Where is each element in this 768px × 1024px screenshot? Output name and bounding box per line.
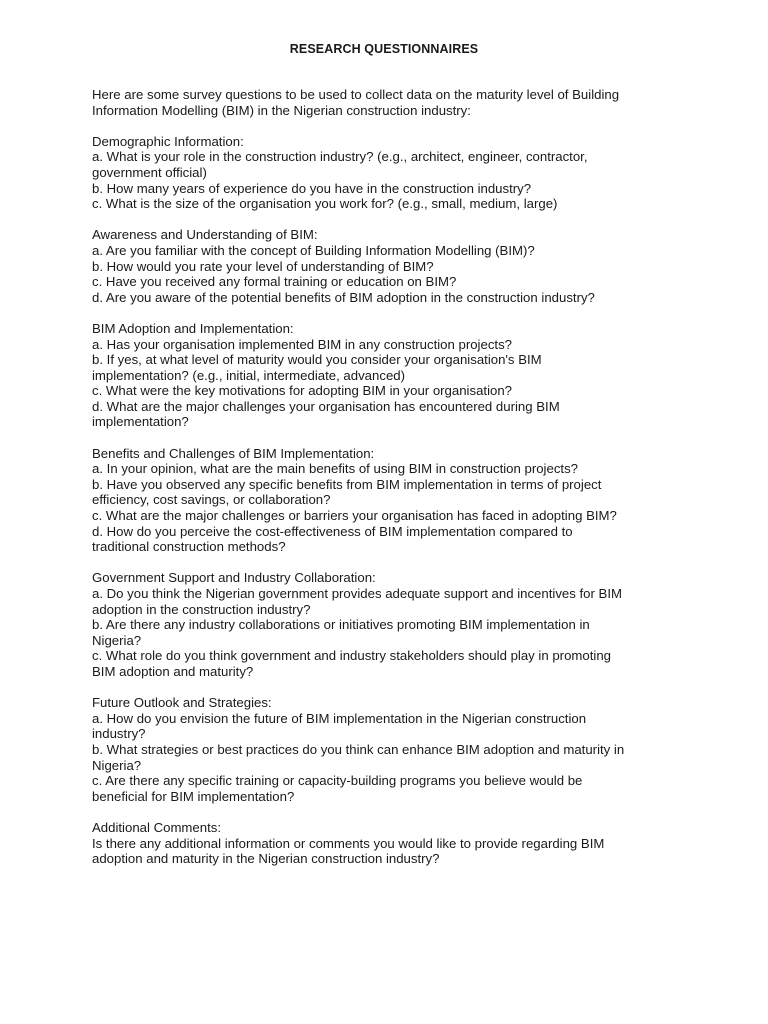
section-heading: Future Outlook and Strategies: bbox=[92, 695, 272, 711]
question-line: c. Are there any specific training or capacity-building programs you believe would be bbox=[92, 773, 583, 789]
question-line: b. How many years of experience do you have in the construction industry? bbox=[92, 180, 532, 196]
question-line: Nigeria? bbox=[92, 757, 142, 773]
intro-paragraph bbox=[92, 87, 682, 118]
section-heading: Benefits and Challenges of BIM Implementation: bbox=[92, 445, 375, 461]
intro-line: Information Modelling (BIM) in the Nigerian construction industry: bbox=[92, 102, 471, 118]
question-line: c. What is the size of the organisation you work for? (e.g., small, medium, large) bbox=[92, 196, 558, 212]
section-government-support bbox=[92, 570, 682, 679]
document-title: RESEARCH QUESTIONNAIRES bbox=[289, 42, 479, 56]
question-line: a. What is your role in the construction industry? (e.g., architect, engineer, contractor, bbox=[92, 149, 588, 165]
section-additional-comments bbox=[92, 820, 682, 867]
question-line: b. Are there any industry collaborations or initiatives promoting BIM implementation in bbox=[92, 617, 590, 633]
intro-line: Here are some survey questions to be used to collect data on the maturity level of Building bbox=[92, 87, 620, 102]
question-line: a. Are you familiar with the concept of Building Information Modelling (BIM)? bbox=[92, 242, 535, 258]
question-line: Nigeria? bbox=[92, 632, 142, 648]
question-line: implementation? bbox=[92, 414, 189, 430]
section-future-outlook bbox=[92, 695, 682, 804]
document-body bbox=[92, 87, 682, 882]
question-line: c. What role do you think government and industry stakeholders should play in promoting bbox=[92, 648, 611, 664]
question-line: d. How do you perceive the cost-effectiveness of BIM implementation compared to bbox=[92, 523, 573, 539]
question-line: industry? bbox=[92, 726, 146, 742]
section-bim-adoption bbox=[92, 321, 682, 430]
section-heading: Awareness and Understanding of BIM: bbox=[92, 227, 318, 243]
question-line: b. What strategies or best practices do you think can enhance BIM adoption and maturity in bbox=[92, 741, 625, 757]
question-line: b. How would you rate your level of understanding of BIM? bbox=[92, 258, 434, 274]
question-line: efficiency, cost savings, or collaboration? bbox=[92, 492, 331, 508]
question-line: government official) bbox=[92, 164, 207, 180]
question-line: c. What are the major challenges or barriers your organisation has faced in adopting BIM? bbox=[92, 508, 617, 524]
section-heading: BIM Adoption and Implementation: bbox=[92, 320, 294, 336]
question-line: a. Has your organisation implemented BIM in any construction projects? bbox=[92, 336, 513, 352]
question-line: c. Have you received any formal training or education on BIM? bbox=[92, 274, 457, 290]
question-line: a. How do you envision the future of BIM implementation in the Nigerian construction bbox=[92, 710, 587, 726]
section-heading: Additional Comments: bbox=[92, 819, 222, 835]
question-line: d. Are you aware of the potential benefits of BIM adoption in the construction industry? bbox=[92, 289, 595, 305]
question-line: Is there any additional information or comments you would like to provide regarding BIM bbox=[92, 835, 605, 851]
question-line: BIM adoption and maturity? bbox=[92, 663, 254, 679]
question-line: beneficial for BIM implementation? bbox=[92, 788, 295, 804]
section-demographic-information bbox=[92, 134, 682, 212]
question-line: d. What are the major challenges your organisation has encountered during BIM bbox=[92, 398, 560, 414]
question-line: adoption and maturity in the Nigerian construction industry? bbox=[92, 851, 440, 867]
question-line: b. Have you observed any specific benefits from BIM implementation in terms of project bbox=[92, 476, 602, 492]
section-benefits-challenges bbox=[92, 446, 682, 555]
section-heading: Demographic Information: bbox=[92, 133, 244, 149]
section-heading: Government Support and Industry Collaboration: bbox=[92, 570, 376, 586]
question-line: c. What were the key motivations for adopting BIM in your organisation? bbox=[92, 383, 513, 399]
question-line: implementation? (e.g., initial, intermediate, advanced) bbox=[92, 367, 406, 383]
question-line: a. In your opinion, what are the main benefits of using BIM in construction projects? bbox=[92, 461, 579, 477]
question-line: traditional construction methods? bbox=[92, 539, 286, 555]
question-line: b. If yes, at what level of maturity would you consider your organisation's BIM bbox=[92, 352, 542, 368]
question-line: adoption in the construction industry? bbox=[92, 601, 311, 617]
question-line: a. Do you think the Nigerian government provides adequate support and incentives for BIM bbox=[92, 586, 623, 601]
section-awareness-understanding bbox=[92, 227, 682, 305]
